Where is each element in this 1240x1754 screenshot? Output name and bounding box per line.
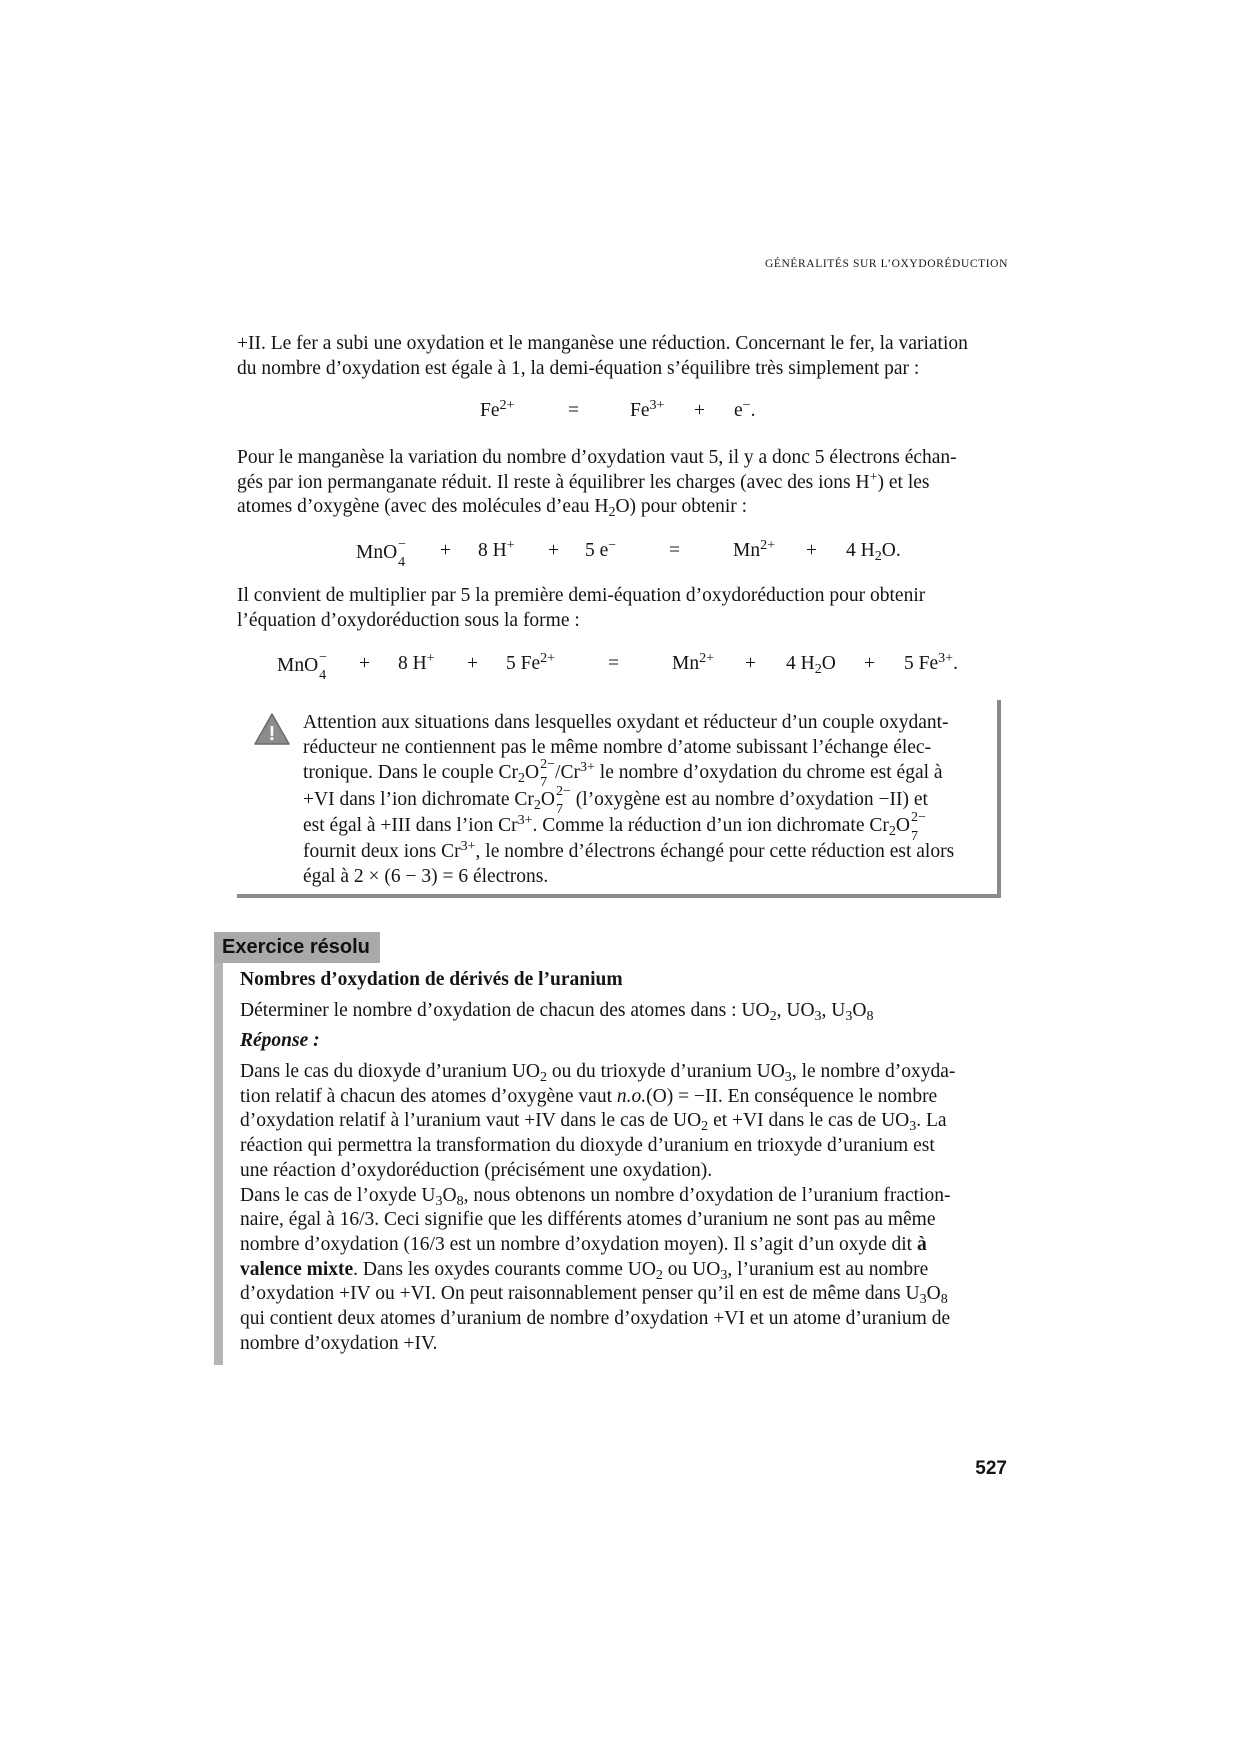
exercise-title: Nombres d’oxydation de dérivés de l’uranium — [240, 969, 623, 990]
text-line: atomes d’oxygène (avec des molécules d’eau H — [237, 496, 609, 517]
eq-plus: + — [694, 400, 705, 421]
text-line: Pour le manganèse la variation du nombre d’oxydation vaut 5, il y a donc 5 électrons échan- — [237, 447, 957, 468]
running-header: GÉNÉRALITÉS SUR L’OXYDORÉDUCTION — [764, 258, 1008, 270]
intro-paragraph-3 — [237, 584, 1007, 633]
eq-term: e−. — [734, 396, 756, 421]
eq-term: MnO − 4 — [277, 649, 328, 684]
eq-plus: + — [359, 653, 370, 674]
text-line: +II. Le fer a subi une oxydation et le manganèse une réduction. Concernant le fer, la variation — [237, 333, 968, 354]
eq-plus: + — [467, 653, 478, 674]
eq-term: 8 H+ — [398, 649, 435, 674]
eq-term: MnO − 4 — [356, 536, 407, 571]
warning-icon — [253, 712, 291, 746]
text-line: Il convient de multiplier par 5 la première demi-équation d’oxydoréduction pour obtenir — [237, 585, 926, 606]
equation-fe — [0, 396, 1240, 428]
eq-term: 5 e− — [585, 536, 617, 561]
eq-plus: + — [548, 540, 559, 561]
exercise-answer-body: Dans le cas du dioxyde d’uranium $UO_2$ ou du trioxyde d’uranium $UO_3$, le nombre d’oxyda- tion relatif à chacun des atomes d’oxygène vaut n.o.(O) = −II. En conséquence le nombre d’oxydation relatif à l’uranium vaut +IV dans le cas de $UO_2$ et +VI dans le cas de $UO_3$. La réaction qui permettra la transformation du dioxyde d’uranium en trioxyde d’uranium est une réaction d’oxydoréduction (précisément une oxydation). Dans le cas de l’oxyde $U_3O_8$, nous obtenons un nombre d’oxydation de l’uranium fraction- naire, égal à 16/3. Ceci signifie que les différents atomes d’uranium ne sont pas au même nombre d’oxydation (16/3 est un nombre d’oxydation moyen). Il s’agit d’un oxyde dit à valence mixte. Dans les oxydes courants comme $UO_2$ ou $UO_3$, l’uranium est au nombre d’oxydation +IV ou +VI. On peut raisonnablement penser qu’il en est de même dans $U_3O_8$ qui contient deux atomes d’uranium de nombre d’oxydation +VI et un atome d’uranium de nombre d’oxydation +IV. — [240, 1061, 956, 1354]
eq-term: $Mn^{2+}$ — [733, 536, 776, 561]
svg-text:!: ! — [268, 723, 276, 745]
eq-plus: + — [806, 540, 817, 561]
eq-term: 5 $Fe^{2+}$ — [506, 649, 556, 674]
eq-plus: + — [745, 653, 756, 674]
eq-plus: + — [864, 653, 875, 674]
exercise-label: Exercice résolu — [214, 932, 380, 963]
eq-term: $Mn^{2+}$ — [672, 649, 715, 674]
equation-global — [0, 649, 1240, 684]
warning-text: Attention aux situations dans lesquelles oxydant et réducteur d’un couple oxydant- réducteur ne contiennent pas le même nombre d’atome subissant l’échange élec- tronique. Dans le couple $Cr_2O$ 2− 7 $/Cr^{3+}$ le nombre d’oxydation du chrome est égal à +VI dans l’ion dichromate $Cr_2O$ 2− 7 (l’oxygène est au nombre d’oxydation −II) et est égal à +III dans l’ion $Cr^{3+}$. Comme la réduction d’un ion dichromate $Cr_2O$ 2− 7 fournit deux ions $Cr^{3+}$, le nombre d’électrons échangé pour cette réduction est alors égal à 2 × (6 − 3) = 6 électrons. — [303, 712, 955, 887]
eq-term: 4 $H_2O$ — [786, 653, 836, 678]
eq-plus: + — [440, 540, 451, 561]
text-line: gés par ion permanganate réduit. Il reste à équilibrer les charges (avec des ions H — [237, 471, 870, 493]
eq-term: $Fe^{2+}$ — [480, 396, 515, 421]
text-line: du nombre d’oxydation est égale à 1, la demi-équation s’équilibre très simplement par : — [237, 357, 920, 379]
eq-term: $Fe^{3+}$ — [630, 396, 665, 421]
text-line: l’équation d’oxydoréduction sous la forme : — [237, 609, 580, 631]
eq-sign: = — [608, 653, 619, 674]
page-number: 527 — [975, 1458, 1007, 1479]
eq-sign: = — [568, 400, 579, 421]
eq-term: 4 $H_2O$. — [846, 540, 901, 565]
exercise-side-bar — [214, 963, 223, 1365]
answer-label: Réponse : — [240, 1030, 320, 1051]
eq-term: 5 $Fe^{3+}$. — [904, 649, 958, 674]
intro-paragraph-2: Pour le manganèse la variation du nombre d’oxydation vaut 5, il y a donc 5 électrons échan- gés par ion permanganate réduit. Il reste à équilibrer les charges (avec des ions H+) et les atomes d’oxygène (avec des molécules d’eau $H_2O$) pour obtenir : — [237, 447, 957, 521]
eq-term: 8 H+ — [478, 536, 515, 561]
warning-box — [237, 700, 1001, 898]
equation-mn-half — [0, 536, 1240, 571]
exercise-question: Déterminer le nombre d’oxydation de chacun des atomes dans : $UO_2$, $UO_3$, $U_3O_8$ — [240, 1000, 874, 1025]
intro-paragraph-1 — [237, 332, 1007, 381]
eq-sign: = — [669, 540, 680, 561]
